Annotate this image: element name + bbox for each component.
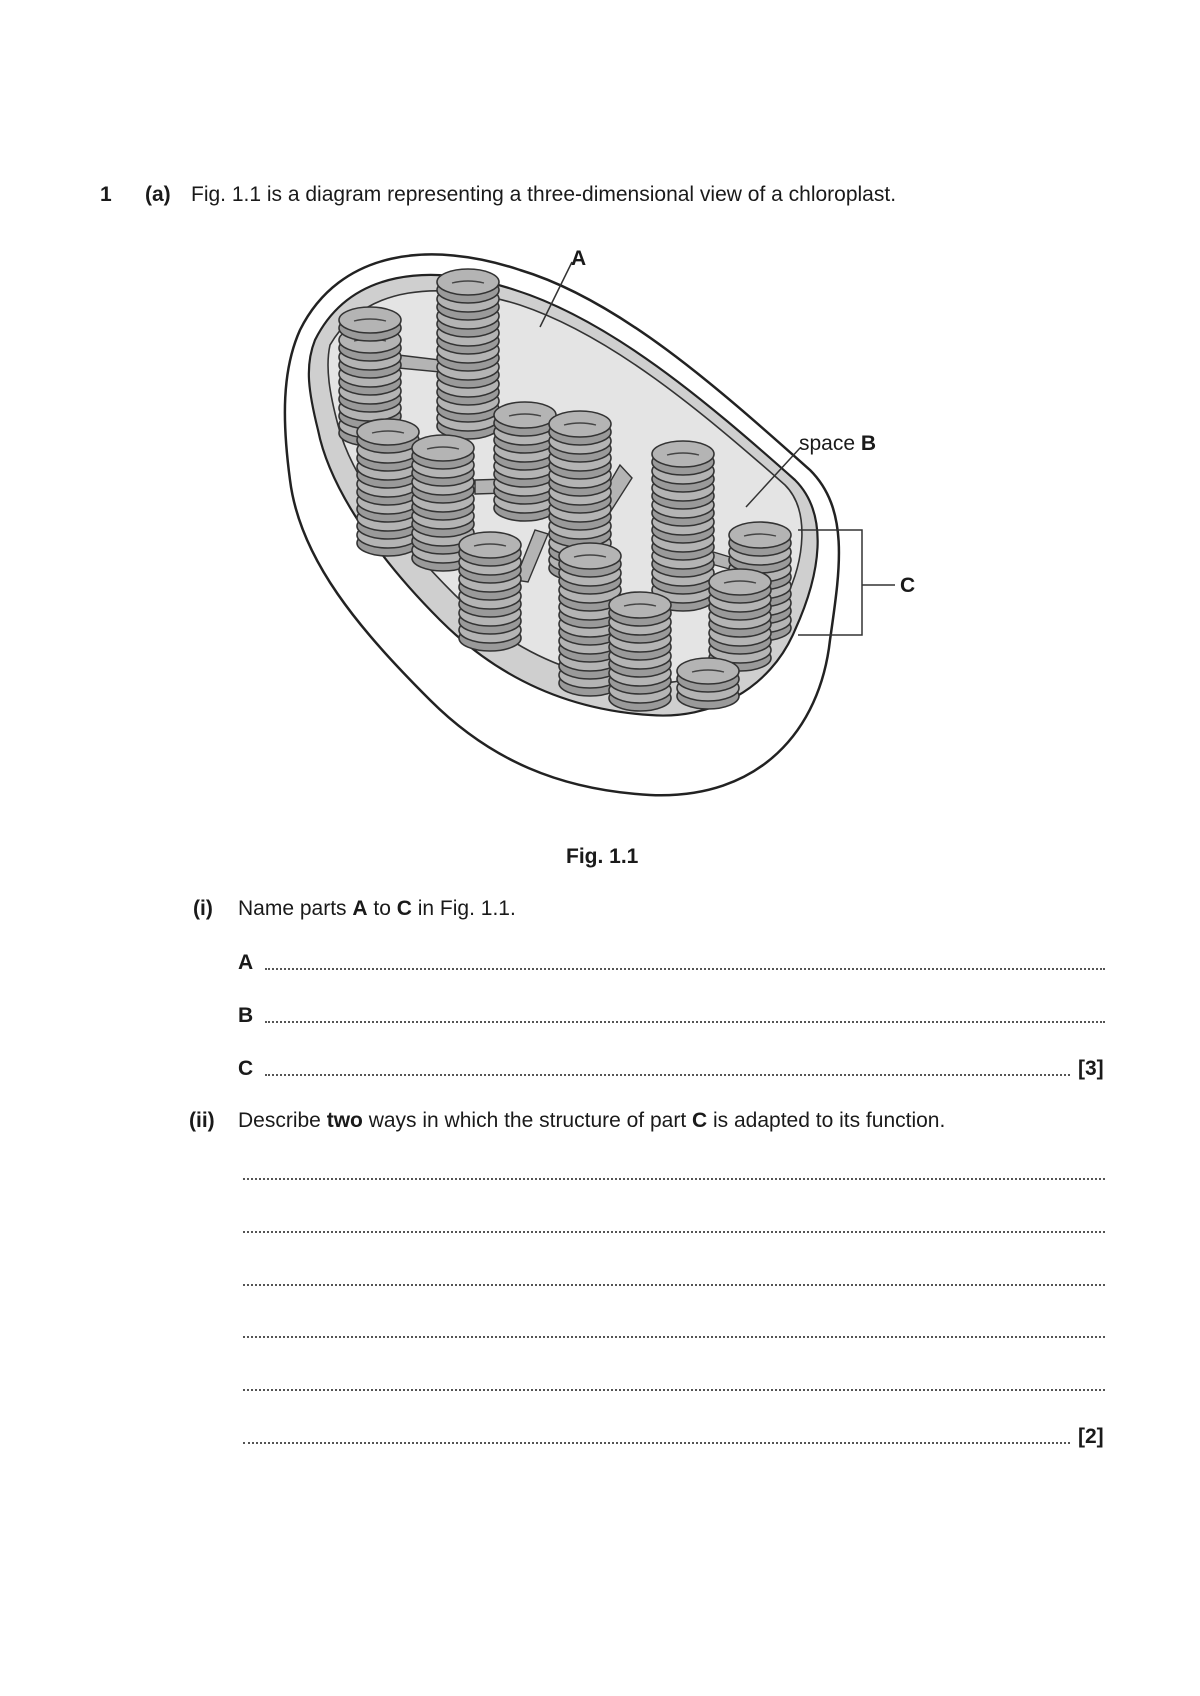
- granum-stack: [357, 419, 419, 556]
- sub-question-ii-number: (ii): [189, 1109, 215, 1132]
- granum-stack: [437, 269, 499, 439]
- figure-label-space-b: [799, 431, 876, 457]
- marks-sub-ii: [2]: [1078, 1425, 1104, 1448]
- figure-label-c: C: [900, 574, 916, 597]
- answer-label-b: B: [238, 1004, 254, 1027]
- question-part-label: (a): [145, 183, 171, 206]
- sub-i-text-pre: Name parts: [238, 897, 353, 920]
- sub-i-text-c: C: [396, 897, 412, 920]
- granum-stack: [609, 592, 671, 711]
- sub-i-text-post: in Fig. 1.1.: [411, 897, 516, 920]
- answer-line-ii-6[interactable]: [243, 1442, 1070, 1444]
- question-intro-text: Fig. 1.1 is a diagram representing a three-dimensional view of a chloroplast.: [191, 183, 897, 206]
- granum-stack: [652, 441, 714, 611]
- answer-line-a[interactable]: [265, 968, 1105, 970]
- sub-question-i-number: (i): [193, 897, 213, 920]
- answer-line-ii-5[interactable]: [243, 1389, 1105, 1391]
- marks-sub-i: [3]: [1078, 1057, 1104, 1080]
- sub-ii-text-post: is adapted to its function.: [707, 1109, 946, 1132]
- granum-stack: [709, 569, 771, 671]
- answer-label-a: A: [238, 951, 254, 974]
- answer-line-ii-2[interactable]: [243, 1231, 1105, 1233]
- figure-label-a: A: [571, 247, 587, 270]
- answer-line-ii-4[interactable]: [243, 1336, 1105, 1338]
- sub-question-i-text: [238, 896, 516, 922]
- granum-stack: [494, 402, 556, 521]
- figure-caption: Fig. 1.1: [566, 845, 639, 868]
- sub-ii-text-c: C: [692, 1109, 708, 1132]
- granum-stack: [459, 532, 521, 651]
- sub-i-text-a: A: [352, 897, 368, 920]
- figure-label-b: B: [860, 432, 877, 455]
- answer-line-b[interactable]: [265, 1021, 1105, 1023]
- sub-i-text-mid: to: [367, 897, 397, 920]
- question-number: 1: [100, 183, 112, 206]
- answer-label-c: C: [238, 1057, 254, 1080]
- sub-question-ii-text: [238, 1108, 945, 1134]
- granum-stack: [677, 658, 739, 709]
- answer-line-c[interactable]: [265, 1074, 1070, 1076]
- sub-ii-text-bold: two: [326, 1109, 363, 1132]
- answer-line-ii-1[interactable]: [243, 1178, 1105, 1180]
- figure-label-space-word: space: [799, 432, 856, 455]
- sub-ii-text-pre: Describe: [238, 1109, 327, 1132]
- answer-line-ii-3[interactable]: [243, 1284, 1105, 1286]
- sub-ii-text-mid: ways in which the structure of part: [362, 1109, 692, 1132]
